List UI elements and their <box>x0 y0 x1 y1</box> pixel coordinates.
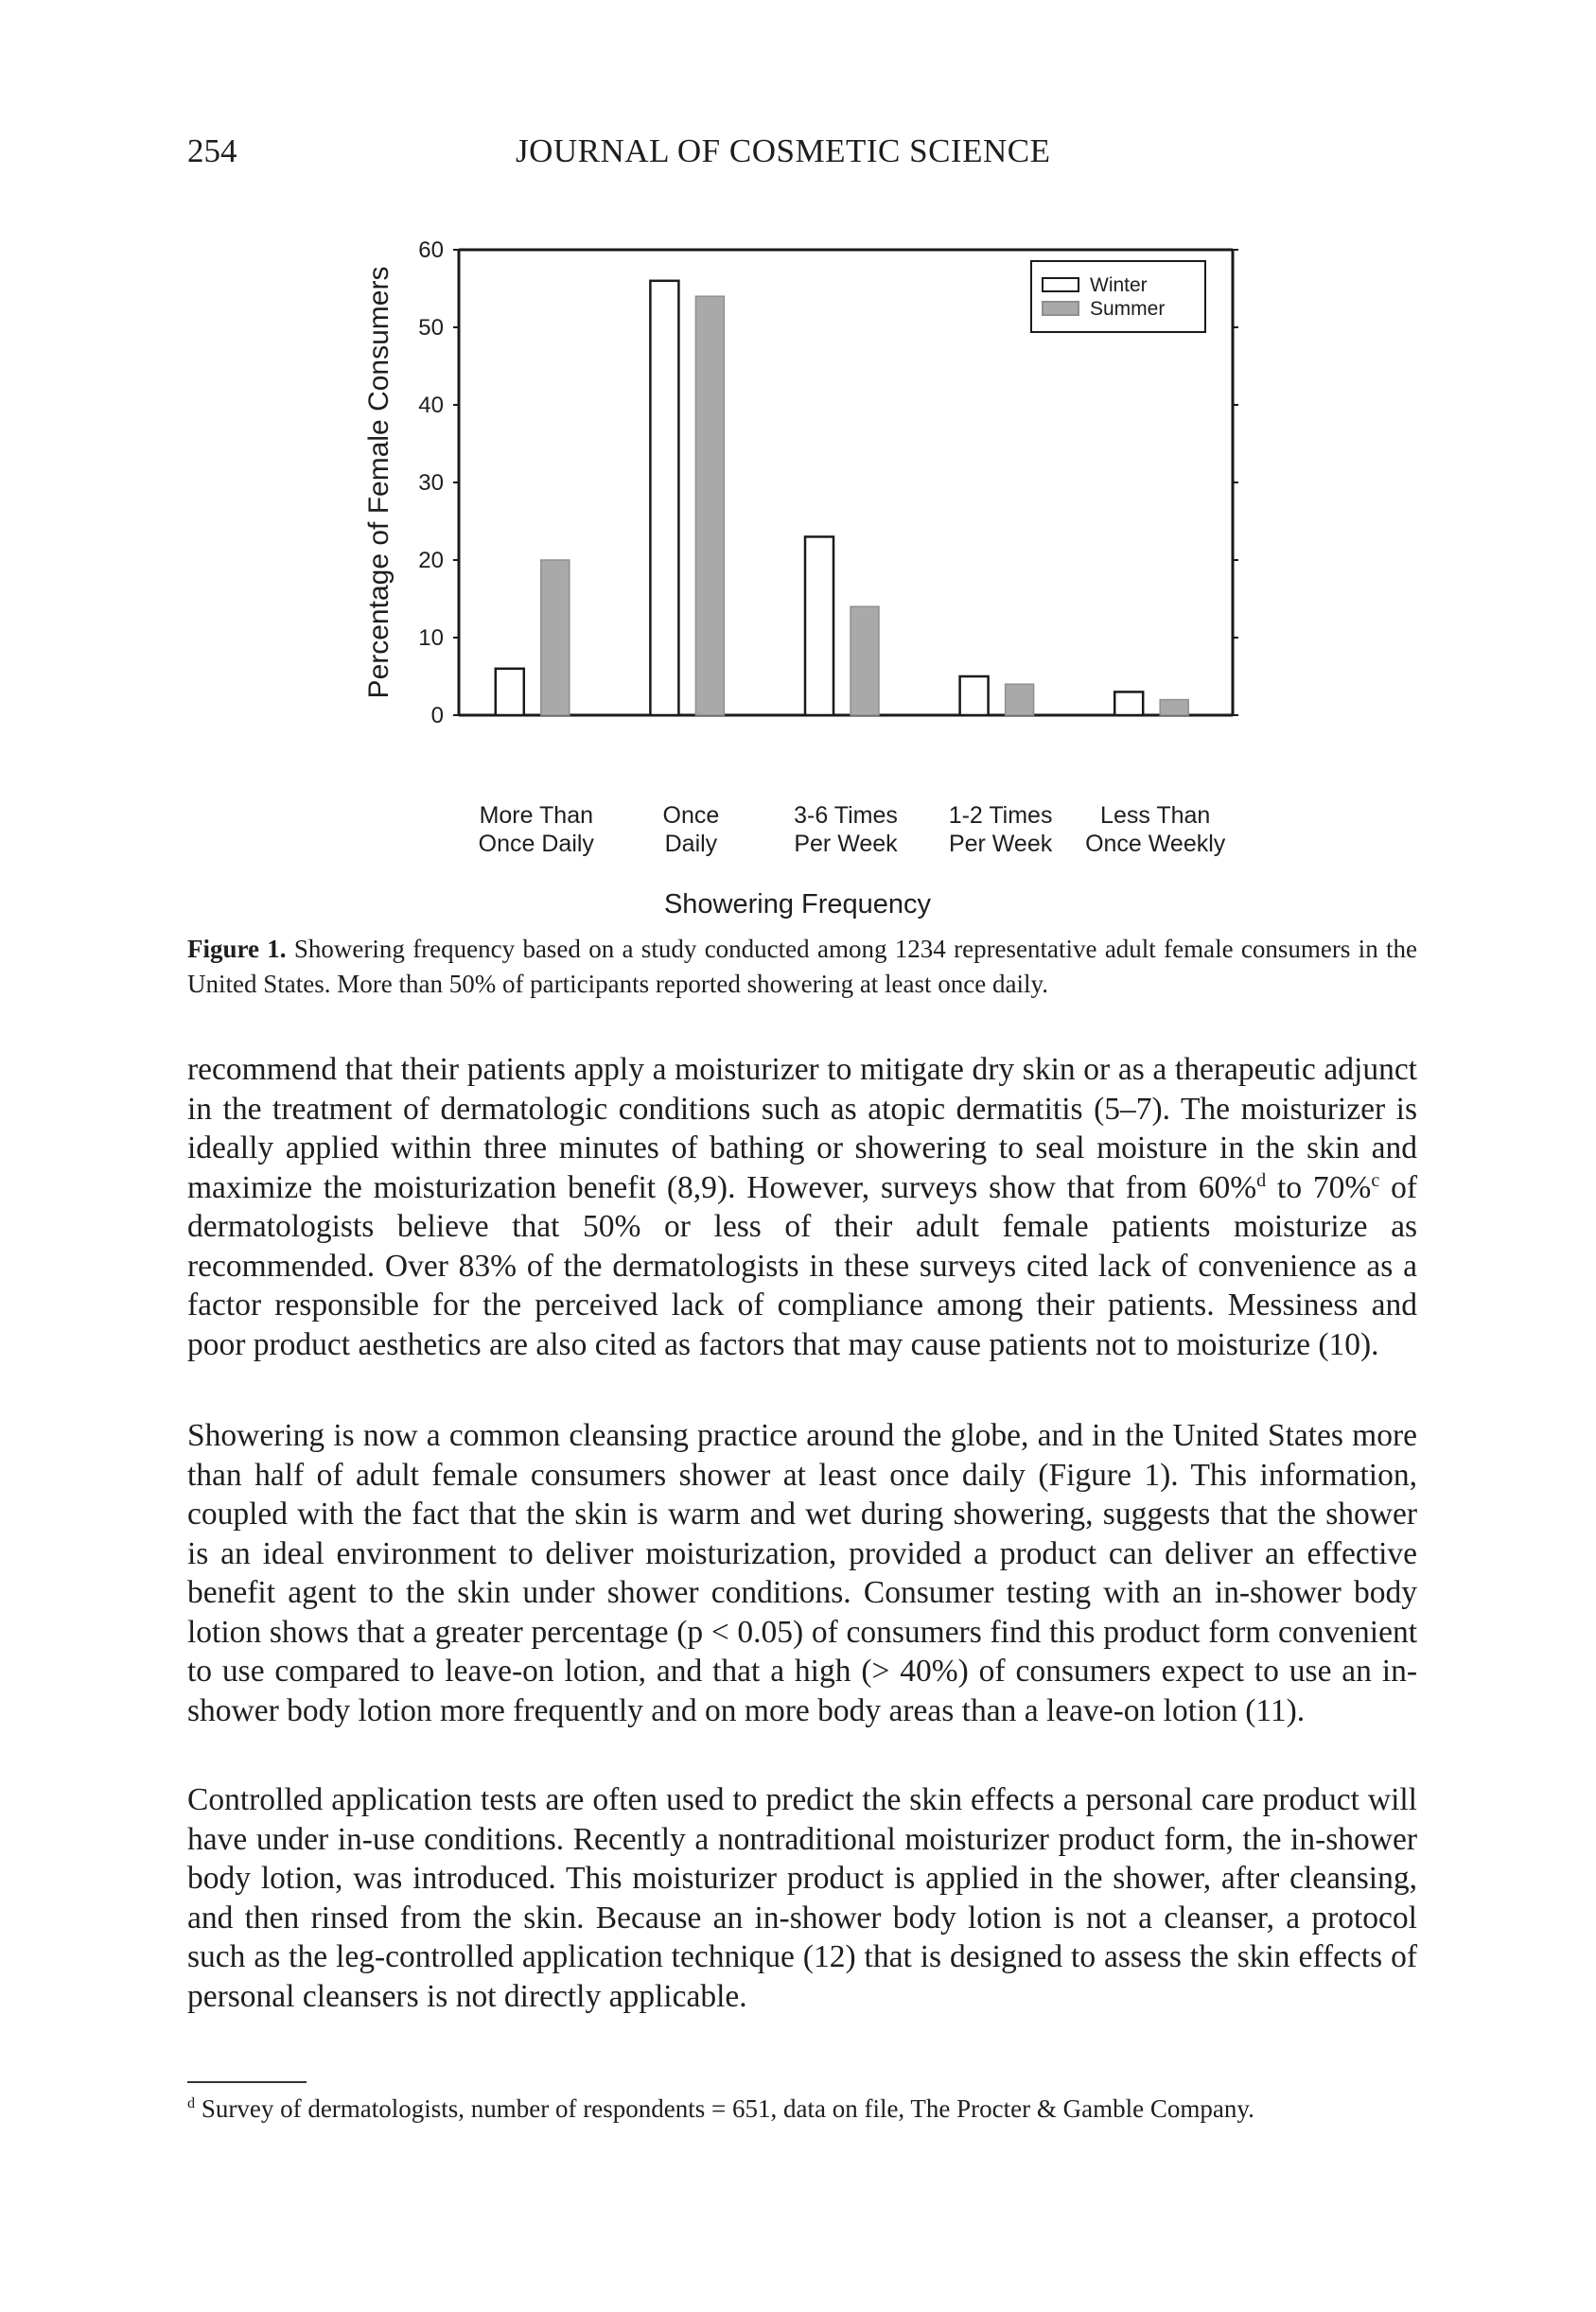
bar-summer-2 <box>851 606 879 715</box>
y-tick-label: 20 <box>418 548 444 573</box>
bar-summer-4 <box>1160 700 1188 715</box>
bar-winter-3 <box>960 676 989 715</box>
x-tick-label: Once <box>662 802 720 829</box>
figure-1-bar-chart <box>0 0 1596 927</box>
footnote-divider <box>187 2081 307 2083</box>
x-tick-label: 1-2 Times <box>948 802 1053 829</box>
footnote-marker: d <box>187 2094 196 2111</box>
x-tick-label: Less Than <box>1100 802 1211 829</box>
caption-text: Showering frequency based on a study conducted among 1234 representative adult female consumers in the United States. More than 50% of participants reported showering at least once daily. <box>187 935 1417 998</box>
paragraph-text: recommend that their patients apply a moisturizer to mitigate dry skin or as a therapeutic adjunct in the treatment of dermatologic conditions such as atopic dermatitis (5–7). The moisturizer is ideally applied within three minutes of bathing or showering to seal moisture in the skin and maximize the moisturization benefit (8,9). However, surveys show that from 60% <box>187 1052 1417 1205</box>
bars <box>496 281 1188 715</box>
y-tick-label: 10 <box>418 625 444 651</box>
x-tick-label: 3-6 Times <box>794 802 898 829</box>
x-axis-tick-labels <box>479 802 1226 857</box>
paragraph <box>187 1050 1417 1364</box>
x-tick-label: Per Week <box>794 831 898 857</box>
bar-winter-1 <box>650 281 678 715</box>
bar-winter-4 <box>1114 692 1143 715</box>
bar-winter-0 <box>496 669 524 715</box>
footnote-ref: d <box>1256 1169 1267 1191</box>
y-tick-label: 30 <box>418 470 444 496</box>
y-tick-label: 50 <box>418 315 444 341</box>
figure-caption <box>187 932 1417 1002</box>
paragraph: Showering is now a common cleansing practice around the globe, and in the United States more than half of adult female consumers shower at least once daily (Figure 1). This information, coupled with the fact that the skin is warm and wet during showering, suggests that the shower is an ideal environment to deliver moisturization, provided a product can deliver an effective benefit agent to the skin under shower conditions. Consumer testing with an in-shower body lotion shows that a greater percentage (p < 0.05) of consumers find this product form convenient to use compared to leave-on lotion, and that a high (> 40%) of consumers expect to use an in-shower body lotion more frequently and on more body areas than a leave-on lotion (11). <box>187 1418 1417 1728</box>
bar-summer-1 <box>695 296 724 715</box>
figure-label: Figure 1. <box>187 935 287 963</box>
legend-label-summer: Summer <box>1090 298 1166 320</box>
running-head: JOURNAL OF COSMETIC SCIENCE <box>516 132 1051 169</box>
legend-swatch-winter <box>1043 278 1079 291</box>
x-tick-label: Daily <box>664 831 718 857</box>
y-axis-label: Percentage of Female Consumers <box>363 266 395 699</box>
x-tick-label: Per Week <box>948 831 1053 857</box>
paragraph-text: of dermatologists believe that 50% or less of their adult female patients moisturize as recommended. Over 83% of the dermatologists in these surveys cited lack of convenience as a factor responsible for the perceived lack of compliance among their patients. Messiness and poor product aesthetics are also cited as factors that may cause patients not to moisturize (10). <box>187 1169 1417 1362</box>
legend-swatch-summer <box>1043 302 1079 315</box>
bar-summer-0 <box>541 560 570 715</box>
legend-box <box>1031 261 1205 332</box>
footnote <box>187 2094 1254 2124</box>
y-tick-label: 0 <box>430 703 444 728</box>
x-tick-label: More Than <box>479 802 594 829</box>
legend <box>1031 261 1205 332</box>
paragraph-text: to 70% <box>1266 1169 1372 1205</box>
footnote-ref: c <box>1371 1169 1380 1191</box>
page-number: 254 <box>187 132 237 169</box>
paragraph: Controlled application tests are often used to predict the skin effects a personal care product will have under in-use conditions. Recently a nontraditional moisturizer product form, the in-shower body lotion, was introduced. This moisturizer product is applied in the shower, after cleansing, and then rinsed from the skin. Because an in-shower body lotion is not a cleanser, a protocol such as the leg-controlled application technique (12) that is designed to assess the skin effects of personal cleansers is not directly applicable. <box>187 1782 1417 2014</box>
x-axis-label: Showering Frequency <box>663 889 932 920</box>
bar-winter-2 <box>805 536 833 715</box>
bar-summer-3 <box>1006 684 1034 715</box>
legend-label-winter: Winter <box>1090 274 1148 296</box>
footnote-text: Survey of dermatologists, number of respondents = 651, data on file, The Procter & Gamble Company. <box>195 2094 1254 2123</box>
y-tick-label: 40 <box>418 393 444 418</box>
x-tick-label: Once Daily <box>478 831 594 857</box>
y-tick-label: 60 <box>418 237 444 263</box>
x-tick-label: Once Weekly <box>1085 831 1226 857</box>
